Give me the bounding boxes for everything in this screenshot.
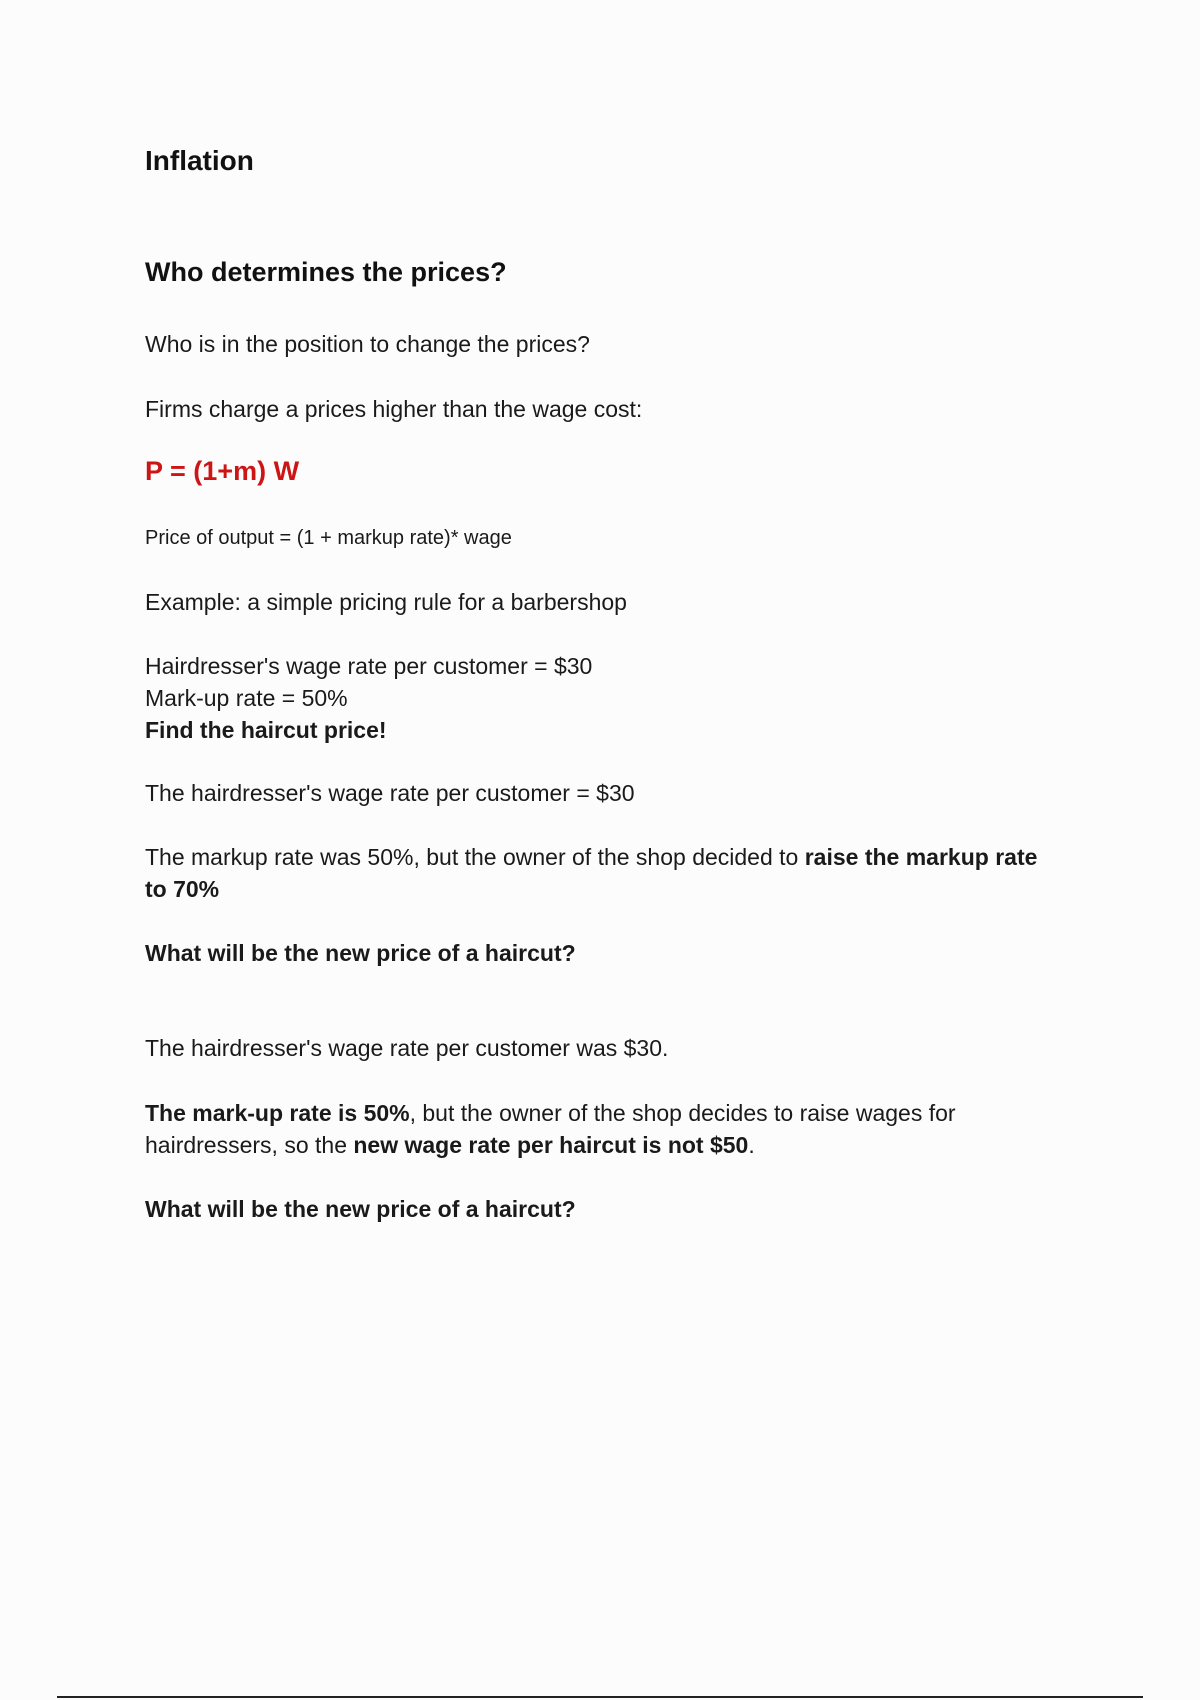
example1-wage: Hairdresser's wage rate per customer = $30 bbox=[145, 653, 593, 679]
firms-statement: Firms charge a prices higher than the wage cost: bbox=[145, 396, 643, 422]
example3-line2 bbox=[145, 1129, 755, 1161]
footer-divider bbox=[57, 1696, 1143, 1698]
section-heading: Who determines the prices? bbox=[145, 257, 507, 287]
example3-line1 bbox=[145, 1097, 956, 1129]
example3-wage: The hairdresser's wage rate per customer was $30. bbox=[145, 1035, 669, 1061]
example2-markup-text: The markup rate was 50%, but the owner of the shop decided to bbox=[145, 844, 805, 870]
formula-explanation: Price of output = (1 + markup rate)* wage bbox=[145, 527, 512, 549]
example-intro: Example: a simple pricing rule for a barbershop bbox=[145, 589, 627, 615]
example3-markup-emphasis: The mark-up rate is 50% bbox=[145, 1100, 410, 1126]
example2-markup-emphasis: raise the markup rate bbox=[804, 844, 1038, 870]
example1-task: Find the haircut price! bbox=[145, 717, 387, 743]
example3-line1-rest: , but the owner of the shop decides to raise wages for bbox=[409, 1100, 956, 1126]
example3-line2-end: . bbox=[748, 1132, 755, 1158]
example3-line2-start: hairdressers, so the bbox=[145, 1132, 354, 1158]
example3-question: What will be the new price of a haircut? bbox=[145, 1196, 576, 1222]
example2-wage: The hairdresser's wage rate per customer = $30 bbox=[145, 780, 635, 806]
example2-markup-line2: to 70% bbox=[145, 876, 220, 902]
example2-markup-line1 bbox=[145, 841, 1037, 873]
pricing-formula: P = (1+m) W bbox=[145, 456, 300, 486]
page-title: Inflation bbox=[145, 145, 254, 176]
example2-question: What will be the new price of a haircut? bbox=[145, 940, 576, 966]
example1-markup: Mark-up rate = 50% bbox=[145, 685, 348, 711]
intro-question: Who is in the position to change the prices? bbox=[145, 331, 590, 357]
example3-wage-emphasis: new wage rate per haircut is not $50 bbox=[353, 1132, 749, 1158]
